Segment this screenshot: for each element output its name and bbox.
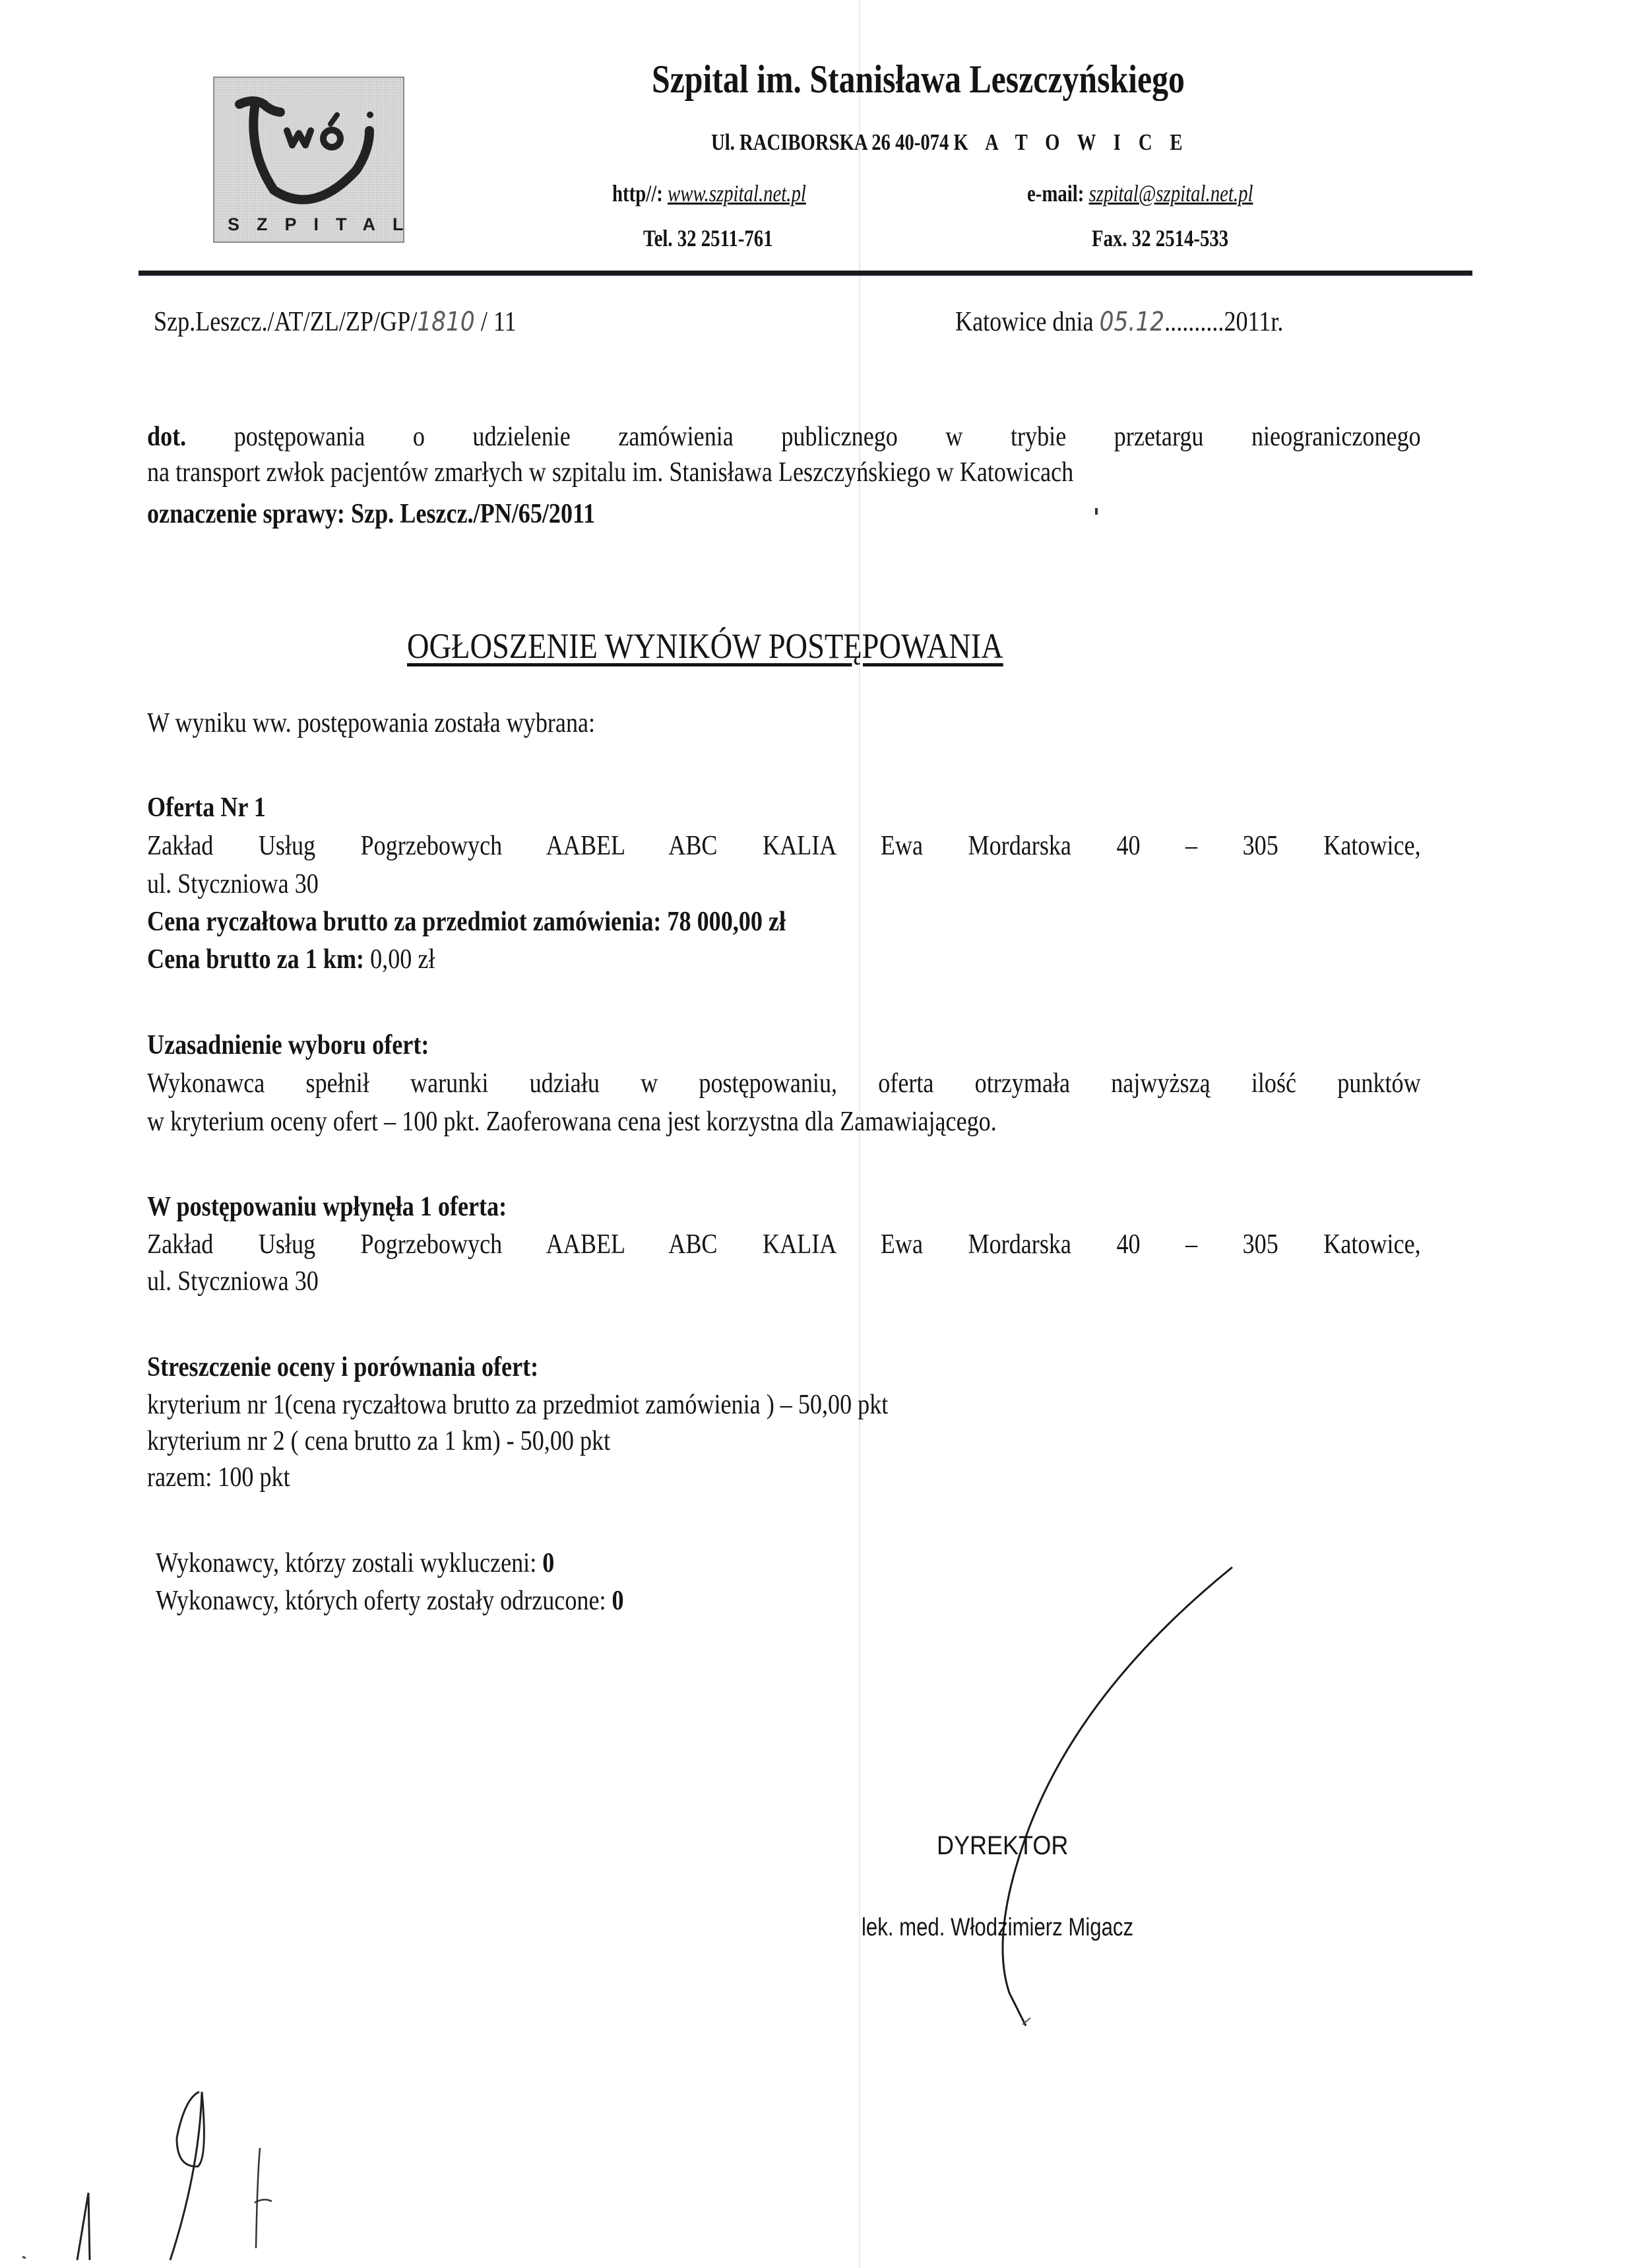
fax: Fax. 32 2514-533 bbox=[1092, 225, 1229, 251]
address-street: Ul. RACIBORSKA 26 40-074 bbox=[711, 129, 949, 155]
reference-prefix: Szp.Leszcz./AT/ZL/ZP/GP/ bbox=[154, 307, 418, 337]
signatory-title: DYREKTOR bbox=[937, 1831, 1069, 1860]
case-label: oznaczenie sprawy: bbox=[147, 499, 345, 529]
justification-title: Uzasadnienie wyboru ofert: bbox=[147, 1030, 429, 1060]
date-label: Katowice dnia bbox=[955, 307, 1100, 337]
page-title: OGŁOSZENIE WYNIKÓW POSTĘPOWANIA bbox=[407, 626, 1003, 666]
offer-title: Oferta Nr 1 bbox=[147, 793, 266, 823]
intro-text: W wyniku ww. postępowania została wybrana: bbox=[147, 708, 596, 738]
subject-line-2: na transport zwłok pacjentów zmarłych w szpitalu im. Stanisława Leszczyńskiego w Katowicach bbox=[147, 457, 1074, 488]
signatory-name: lek. med. Włodzimierz Migacz bbox=[862, 1914, 1134, 1941]
date-year: 2011r. bbox=[1224, 307, 1284, 337]
criterion-2: kryterium nr 2 ( cena brutto za 1 km) - 50,00 pkt bbox=[147, 1426, 611, 1456]
website-link[interactable]: www.szpital.net.pl bbox=[668, 180, 806, 207]
lump-sum-label: Cena ryczałtowa brutto za przedmiot zamówienia: bbox=[147, 907, 662, 937]
per-km-label: Cena brutto za 1 km: bbox=[147, 944, 365, 975]
received-title: W postępowaniu wpłynęła 1 oferta: bbox=[147, 1192, 507, 1222]
telephone: Tel. 32 2511-761 bbox=[643, 225, 773, 251]
address-city: K A T O W I C E bbox=[953, 129, 1189, 155]
per-km-value: 0,00 zł bbox=[370, 944, 435, 975]
summary-total: razem: 100 pkt bbox=[147, 1462, 290, 1493]
received-company-line-1: Zakład Usług Pogrzebowych AABEL ABC KALIA Ewa Mordarska 40 – 305 Katowice, bbox=[147, 1229, 1421, 1260]
offer-company-line-2: ul. Styczniowa 30 bbox=[147, 869, 319, 899]
lump-sum-value: 78 000,00 zł bbox=[667, 907, 786, 937]
rejected-label: Wykonawcy, których oferty zostały odrzucone: bbox=[156, 1586, 606, 1616]
excluded-label: Wykonawcy, którzy zostali wykluczeni: bbox=[156, 1548, 537, 1578]
email-label: e-mail: bbox=[1027, 180, 1085, 207]
logo-caption: SZPITAL bbox=[228, 214, 421, 234]
excluded-value: 0 bbox=[542, 1548, 555, 1578]
http-label: http//: bbox=[612, 180, 663, 207]
criterion-1: kryterium nr 1(cena ryczałtowa brutto za przedmiot zamówienia ) – 50,00 pkt bbox=[147, 1390, 889, 1420]
summary-title: Streszczenie oceny i porównania ofert: bbox=[147, 1352, 539, 1382]
offer-company-line-1: Zakład Usług Pogrzebowych AABEL ABC KALIA Ewa Mordarska 40 – 305 Katowice, bbox=[147, 831, 1421, 861]
handwritten-date: 05.12 bbox=[1099, 307, 1165, 337]
subject-text-1: postępowania o udzielenie zamówienia publicznego w trybie przetargu nieograniczonego bbox=[234, 422, 1421, 452]
email-link[interactable]: szpital@szpital.net.pl bbox=[1088, 180, 1253, 207]
hospital-name: Szpital im. Stanisława Leszczyńskiego bbox=[652, 57, 1185, 101]
justification-line-2: w kryterium oceny ofert – 100 pkt. Zaoferowana cena jest korzystna dla Zamawiającego. bbox=[147, 1107, 997, 1137]
handwritten-reference: 1810 bbox=[417, 307, 475, 337]
rejected-value: 0 bbox=[612, 1586, 624, 1616]
reference-suffix: / 11 bbox=[474, 307, 517, 337]
case-value: Szp. Leszcz./PN/65/2011 bbox=[350, 499, 596, 529]
date-dots: .......... bbox=[1164, 307, 1224, 337]
received-company-line-2: ul. Styczniowa 30 bbox=[147, 1266, 319, 1297]
justification-line-1: Wykonawca spełnił warunki udziału w postępowaniu, oferta otrzymała najwyższą ilość punktów bbox=[147, 1068, 1421, 1099]
subject-label: dot. bbox=[147, 422, 187, 452]
